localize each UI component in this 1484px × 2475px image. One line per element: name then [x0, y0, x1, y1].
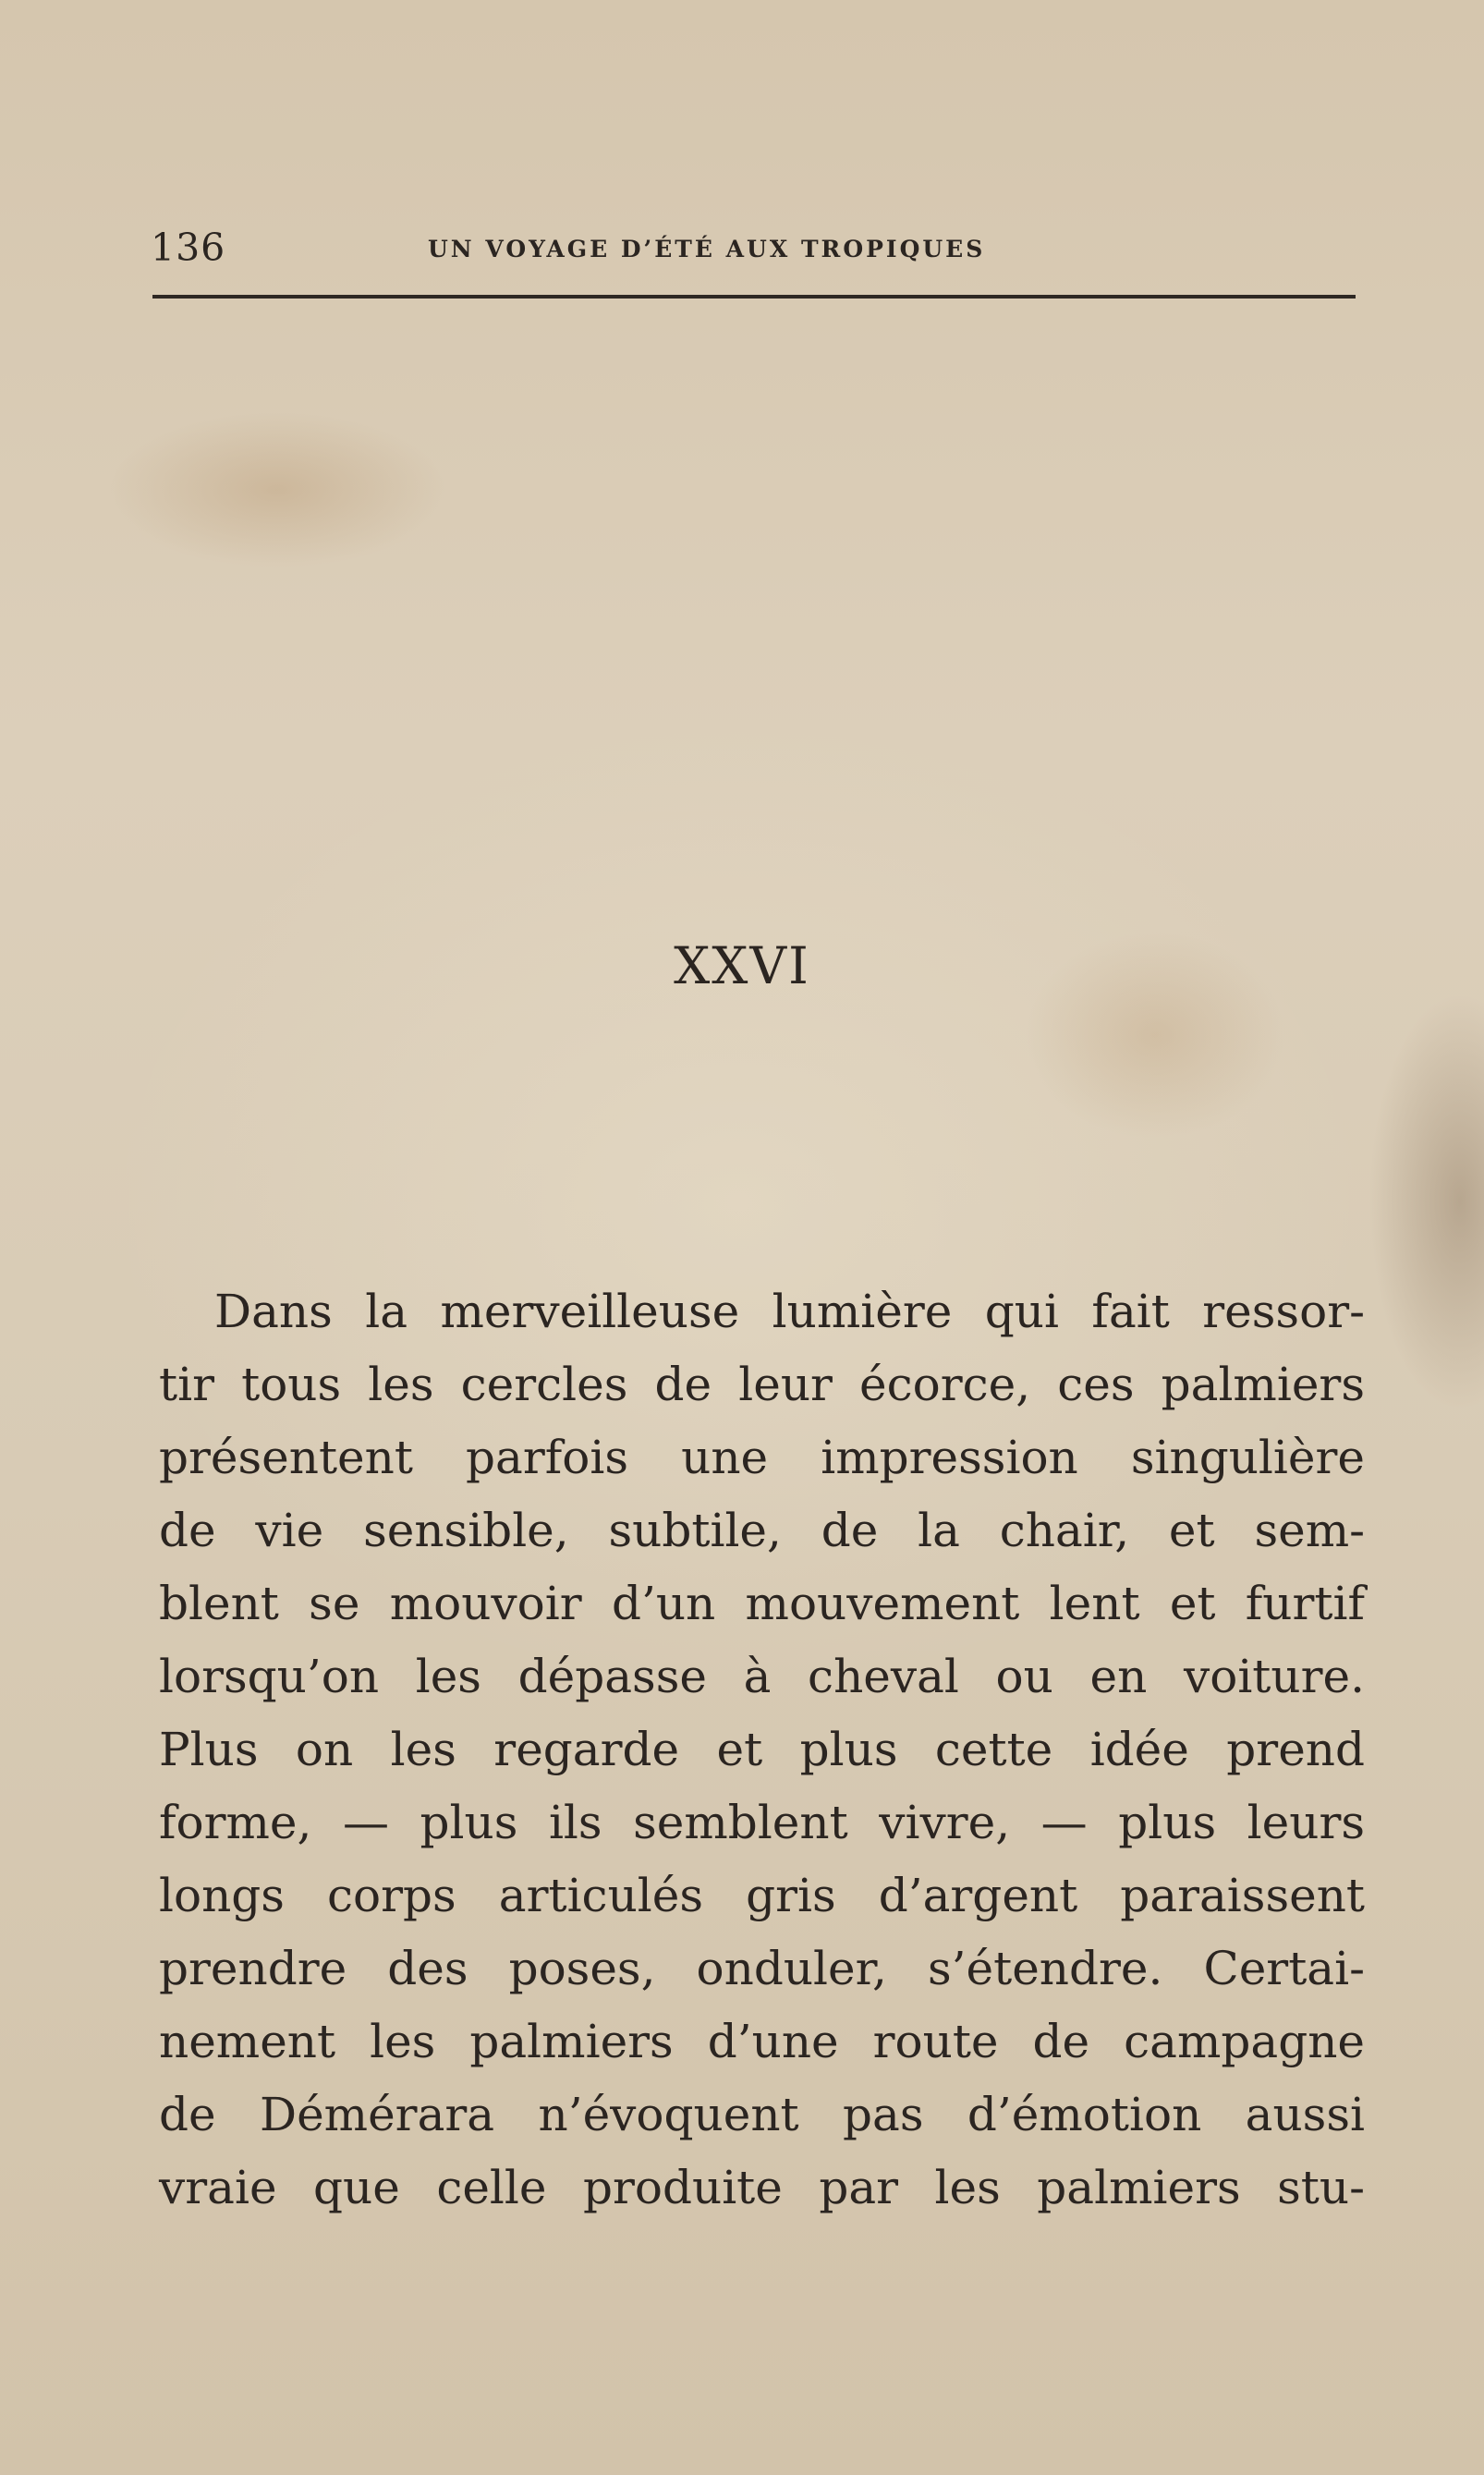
text-line: de Démérara n’évoquent pas d’émotion aussi	[159, 2088, 1365, 2141]
body-paragraph	[159, 1275, 1365, 2225]
text-line: longs corps articulés gris d’argent paraissent	[159, 1869, 1365, 1922]
running-head	[151, 225, 1356, 280]
chapter-heading: XXVI	[674, 936, 810, 995]
text-line: tir tous les cercles de leur écorce, ces palmiers	[159, 1358, 1365, 1411]
text-line: lorsqu’on les dépasse à cheval ou en voiture.	[159, 1650, 1365, 1703]
text-line: Plus on les regarde et plus cette idée prend	[159, 1723, 1365, 1776]
text-line: Dans la merveilleuse lumière qui fait ressor-	[214, 1285, 1365, 1338]
text-line: prendre des poses, onduler, s’étendre. Certai-	[159, 1942, 1365, 1995]
header-rule	[152, 295, 1356, 299]
running-title: UN VOYAGE D’ÉTÉ AUX TROPIQUES	[428, 236, 986, 262]
text-line: présentent parfois une impression singulière	[159, 1431, 1365, 1484]
page-number: 136	[151, 226, 226, 270]
text-line: forme, — plus ils semblent vivre, — plus leurs	[159, 1796, 1365, 1849]
text-line: blent se mouvoir d’un mouvement lent et furtif	[159, 1577, 1365, 1630]
text-line: nement les palmiers d’une route de campagne	[159, 2015, 1365, 2068]
text-line: vraie que celle produite par les palmiers stu-	[159, 2161, 1365, 2214]
text-line: de vie sensible, subtile, de la chair, et sem-	[159, 1504, 1365, 1557]
